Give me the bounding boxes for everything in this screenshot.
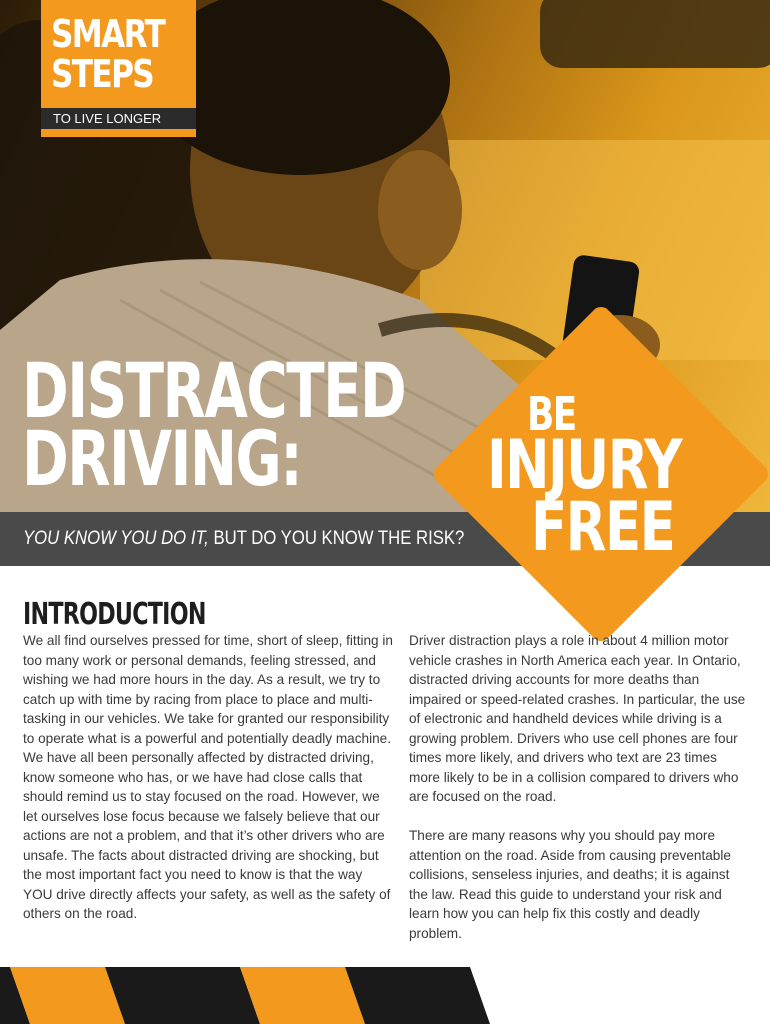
be-injury-free-badge bbox=[487, 387, 727, 567]
brand-title bbox=[51, 14, 164, 94]
road-stripes-decoration bbox=[0, 967, 770, 1024]
statistics-paragraph: Driver distraction plays a role in about 4 million motor vehicle crashes in North America each year. In Ontario, distracted driving accounts for more deaths than impaired or speed-related crashes. In particular, the use of electronic and handheld devices while driving is a growing problem. Drivers who use cell phones are four times more likely, and drivers who text are 23 times more likely to be in a collision compared to drivers who are focused on the road. bbox=[409, 633, 746, 804]
right-column bbox=[409, 631, 749, 943]
reasons-paragraph: There are many reasons why you should pay more attention on the road. Aside from causing preventable collisions, senseless injuries, and deaths; it is against the law. Read this guide to understand your risk and learn how you can help fix this costly and deadly problem. bbox=[409, 828, 731, 941]
badge-line-2: INJURY bbox=[487, 426, 681, 505]
brand-title-line-2: STEPS bbox=[51, 52, 154, 96]
headline-line-1: DISTRACTED bbox=[22, 346, 406, 435]
intro-paragraph: We all find ourselves pressed for time, short of sleep, fitting in too many work or personal demands, feeling stressed, and wishing we had more hours in the day. As a result, we try to catch up with time by racing from place to place and multi-tasking in our vehicles. We take for granted our responsibility to operate what is a powerful and potentially deadly machine. We have all been personally affected by distracted driving, know someone who has, or we have had close calls that should remind us to stay focused on the road. However, we let ourselves lose focus because we falsely believe that our actions are not a problem, and that it’s other drivers who are unsafe. The facts about distracted driving are shocking, but the most important fact you need to know is that the way YOU drive directly affects your safety, as well as the safety of others on the road. bbox=[23, 633, 393, 921]
mirror-shape bbox=[540, 0, 770, 68]
left-column bbox=[23, 631, 393, 924]
brand-title-line-1: SMART bbox=[51, 12, 165, 56]
badge-line-1: BE bbox=[527, 387, 576, 441]
subheading bbox=[23, 526, 464, 552]
badge-line-3: FREE bbox=[531, 488, 675, 567]
section-title: INTRODUCTION bbox=[23, 597, 206, 632]
main-headline bbox=[22, 346, 406, 503]
subheading-regular: BUT DO YOU KNOW THE RISK? bbox=[213, 528, 465, 549]
subheading-italic: YOU KNOW YOU DO IT, bbox=[23, 528, 209, 549]
brand-tagline: TO LIVE LONGER bbox=[41, 108, 196, 129]
smart-steps-logo bbox=[41, 0, 196, 137]
headline-line-2: DRIVING: bbox=[22, 414, 302, 503]
